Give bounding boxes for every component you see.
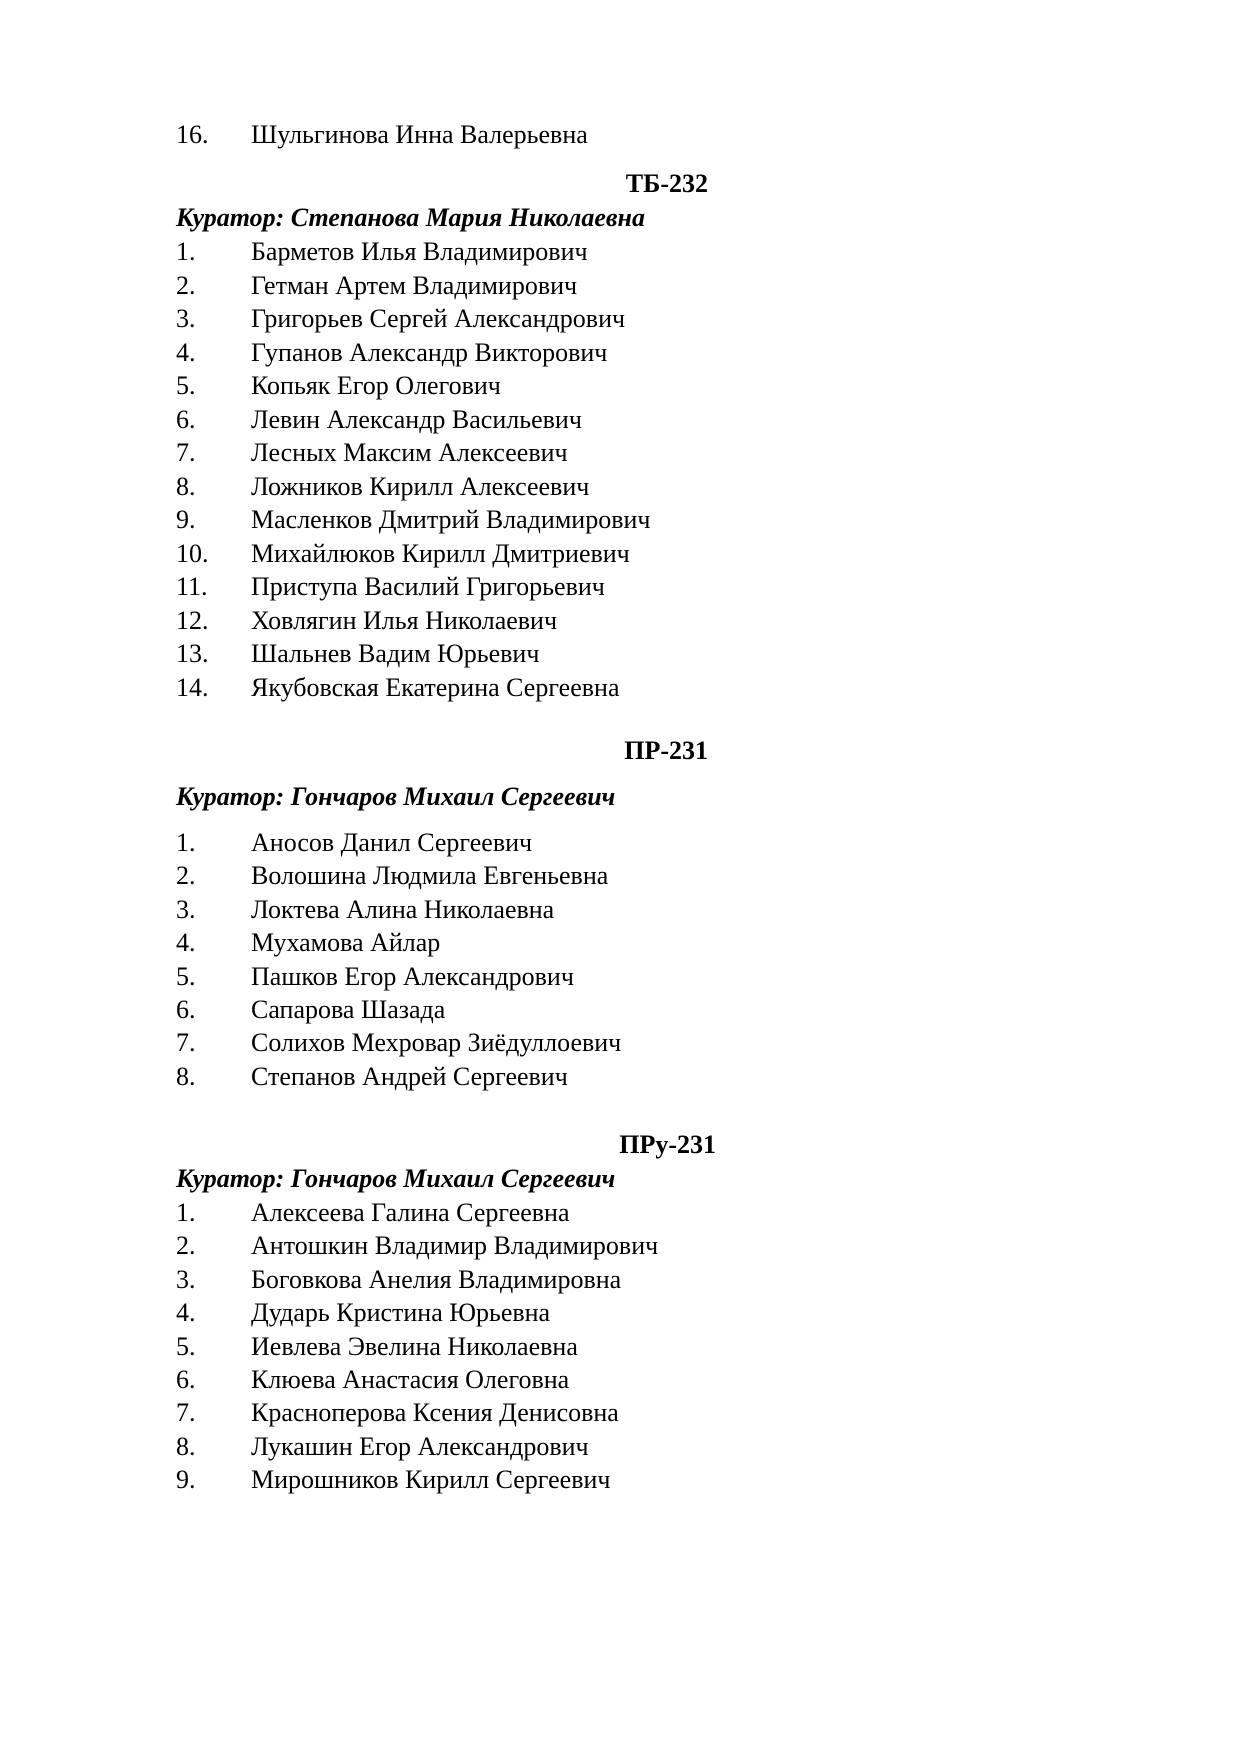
list-item-name: Солихов Мехровар Зиёдуллоевич bbox=[251, 1028, 622, 1058]
list-item-name: Антошкин Владимир Владимирович bbox=[251, 1231, 659, 1261]
list-item-number: 12. bbox=[176, 605, 209, 635]
list-item-number: 6. bbox=[176, 1365, 196, 1394]
list-item-name: Алексеева Галина Сергеевна bbox=[251, 1198, 570, 1227]
list-item bbox=[0, 570, 1240, 604]
list-item-number: 14. bbox=[176, 672, 209, 702]
list-item-number: 5. bbox=[176, 371, 196, 400]
list-item-number: 5. bbox=[176, 1331, 196, 1361]
list-item-name: Гупанов Александр Викторович bbox=[251, 337, 608, 367]
list-item bbox=[0, 537, 1240, 571]
list-item bbox=[0, 403, 1240, 437]
list-item bbox=[0, 1296, 1240, 1330]
list-item-name: Ложников Кирилл Алексеевич bbox=[251, 471, 590, 501]
list-item-number: 2. bbox=[176, 1231, 196, 1261]
list-item bbox=[0, 1430, 1240, 1464]
list-item bbox=[0, 118, 1240, 152]
list-item bbox=[0, 1263, 1240, 1297]
list-item-name: Локтева Алина Николаевна bbox=[251, 894, 555, 924]
list-item bbox=[0, 369, 1240, 403]
list-item-number: 2. bbox=[176, 270, 196, 300]
list-item-number: 2. bbox=[176, 861, 196, 891]
list-item-number: 3. bbox=[176, 1264, 196, 1294]
list-item-number: 1. bbox=[176, 237, 196, 266]
group-title: ПР-231 bbox=[624, 736, 708, 765]
list-item bbox=[0, 1196, 1240, 1230]
list-item bbox=[0, 1363, 1240, 1397]
group-curator: Куратор: Гончаров Михаил Сергеевич bbox=[176, 1164, 616, 1193]
list-item-name: Шульгинова Инна Валерьевна bbox=[251, 120, 588, 149]
list-item-name: Масленков Дмитрий Владимирович bbox=[251, 505, 651, 534]
list-item-name: Боговкова Анелия Владимировна bbox=[251, 1264, 622, 1294]
list-item-name: Иевлева Эвелина Николаевна bbox=[251, 1331, 578, 1361]
list-item-number: 6. bbox=[176, 404, 196, 434]
list-item-name: Аносов Данил Сергеевич bbox=[251, 828, 533, 857]
list-item-name: Степанов Андрей Сергеевич bbox=[251, 1061, 568, 1091]
list-item-number: 4. bbox=[176, 337, 196, 367]
list-item-name: Приступа Василий Григорьевич bbox=[251, 572, 605, 601]
list-item-name: Гетман Артем Владимирович bbox=[251, 270, 578, 300]
list-item-number: 16. bbox=[176, 120, 209, 149]
list-item-name: Дударь Кристина Юрьевна bbox=[251, 1298, 551, 1328]
list-item bbox=[0, 1229, 1240, 1263]
list-item bbox=[0, 993, 1240, 1027]
list-item bbox=[0, 960, 1240, 994]
list-item-name: Ховлягин Илья Николаевич bbox=[251, 605, 558, 635]
list-item bbox=[0, 1060, 1240, 1094]
list-item bbox=[0, 859, 1240, 893]
list-item-number: 7. bbox=[176, 438, 196, 467]
list-item bbox=[0, 436, 1240, 470]
list-item bbox=[0, 671, 1240, 705]
group-title: ТБ-232 bbox=[625, 169, 708, 198]
list-item-number: 6. bbox=[176, 995, 196, 1024]
list-item-name: Красноперова Ксения Денисовна bbox=[251, 1398, 619, 1428]
list-item bbox=[0, 503, 1240, 537]
list-item bbox=[0, 235, 1240, 269]
list-item bbox=[0, 1396, 1240, 1430]
list-item-number: 4. bbox=[176, 1298, 196, 1328]
list-item-number: 13. bbox=[176, 639, 209, 668]
list-item-name: Барметов Илья Владимирович bbox=[251, 237, 588, 266]
list-item-number: 9. bbox=[176, 1465, 196, 1495]
list-item bbox=[0, 637, 1240, 671]
list-item-number: 5. bbox=[176, 961, 196, 991]
list-item-number: 3. bbox=[176, 894, 196, 924]
list-item-number: 8. bbox=[176, 1431, 196, 1461]
list-item bbox=[0, 1463, 1240, 1497]
list-item bbox=[0, 1026, 1240, 1060]
list-item-number: 3. bbox=[176, 304, 196, 333]
list-item-number: 7. bbox=[176, 1398, 196, 1428]
list-item-name: Левин Александр Васильевич bbox=[251, 404, 582, 434]
list-item-number: 1. bbox=[176, 828, 196, 857]
list-item bbox=[0, 1330, 1240, 1364]
list-item-name: Волошина Людмила Евгеньевна bbox=[251, 861, 609, 891]
list-item-number: 8. bbox=[176, 471, 196, 501]
list-item-name: Мухамова Айлар bbox=[251, 928, 441, 958]
list-item bbox=[0, 604, 1240, 638]
list-item-number: 9. bbox=[176, 505, 196, 534]
list-item bbox=[0, 893, 1240, 927]
list-item-name: Григорьев Сергей Александрович bbox=[251, 304, 626, 333]
list-item-name: Якубовская Екатерина Сергеевна bbox=[251, 672, 620, 702]
list-item-name: Сапарова Шазада bbox=[251, 995, 446, 1024]
list-item-name: Клюева Анастасия Олеговна bbox=[251, 1365, 570, 1394]
list-item-name: Мирошников Кирилл Сергеевич bbox=[251, 1465, 611, 1495]
list-item bbox=[0, 302, 1240, 336]
group-curator: Куратор: Степанова Мария Николаевна bbox=[176, 203, 645, 232]
list-item bbox=[0, 470, 1240, 504]
group-curator: Куратор: Гончаров Михаил Сергеевич bbox=[176, 782, 616, 811]
list-item bbox=[0, 336, 1240, 370]
list-item-number: 4. bbox=[176, 928, 196, 958]
list-item-name: Шальнев Вадим Юрьевич bbox=[251, 639, 540, 668]
list-item-name: Лукашин Егор Александрович bbox=[251, 1431, 589, 1461]
list-item-number: 8. bbox=[176, 1061, 196, 1091]
list-item-number: 1. bbox=[176, 1198, 196, 1227]
group-title: ПРу-231 bbox=[619, 1130, 716, 1159]
list-item-name: Лесных Максим Алексеевич bbox=[251, 438, 568, 467]
list-item bbox=[0, 269, 1240, 303]
list-item-number: 11. bbox=[176, 572, 208, 601]
list-item bbox=[0, 926, 1240, 960]
list-item-name: Пашков Егор Александрович bbox=[251, 961, 574, 991]
list-item bbox=[0, 826, 1240, 860]
list-item-number: 10. bbox=[176, 538, 209, 568]
list-item-number: 7. bbox=[176, 1028, 196, 1058]
list-item-name: Копьяк Егор Олегович bbox=[251, 371, 501, 400]
list-item-name: Михайлюков Кирилл Дмитриевич bbox=[251, 538, 630, 568]
